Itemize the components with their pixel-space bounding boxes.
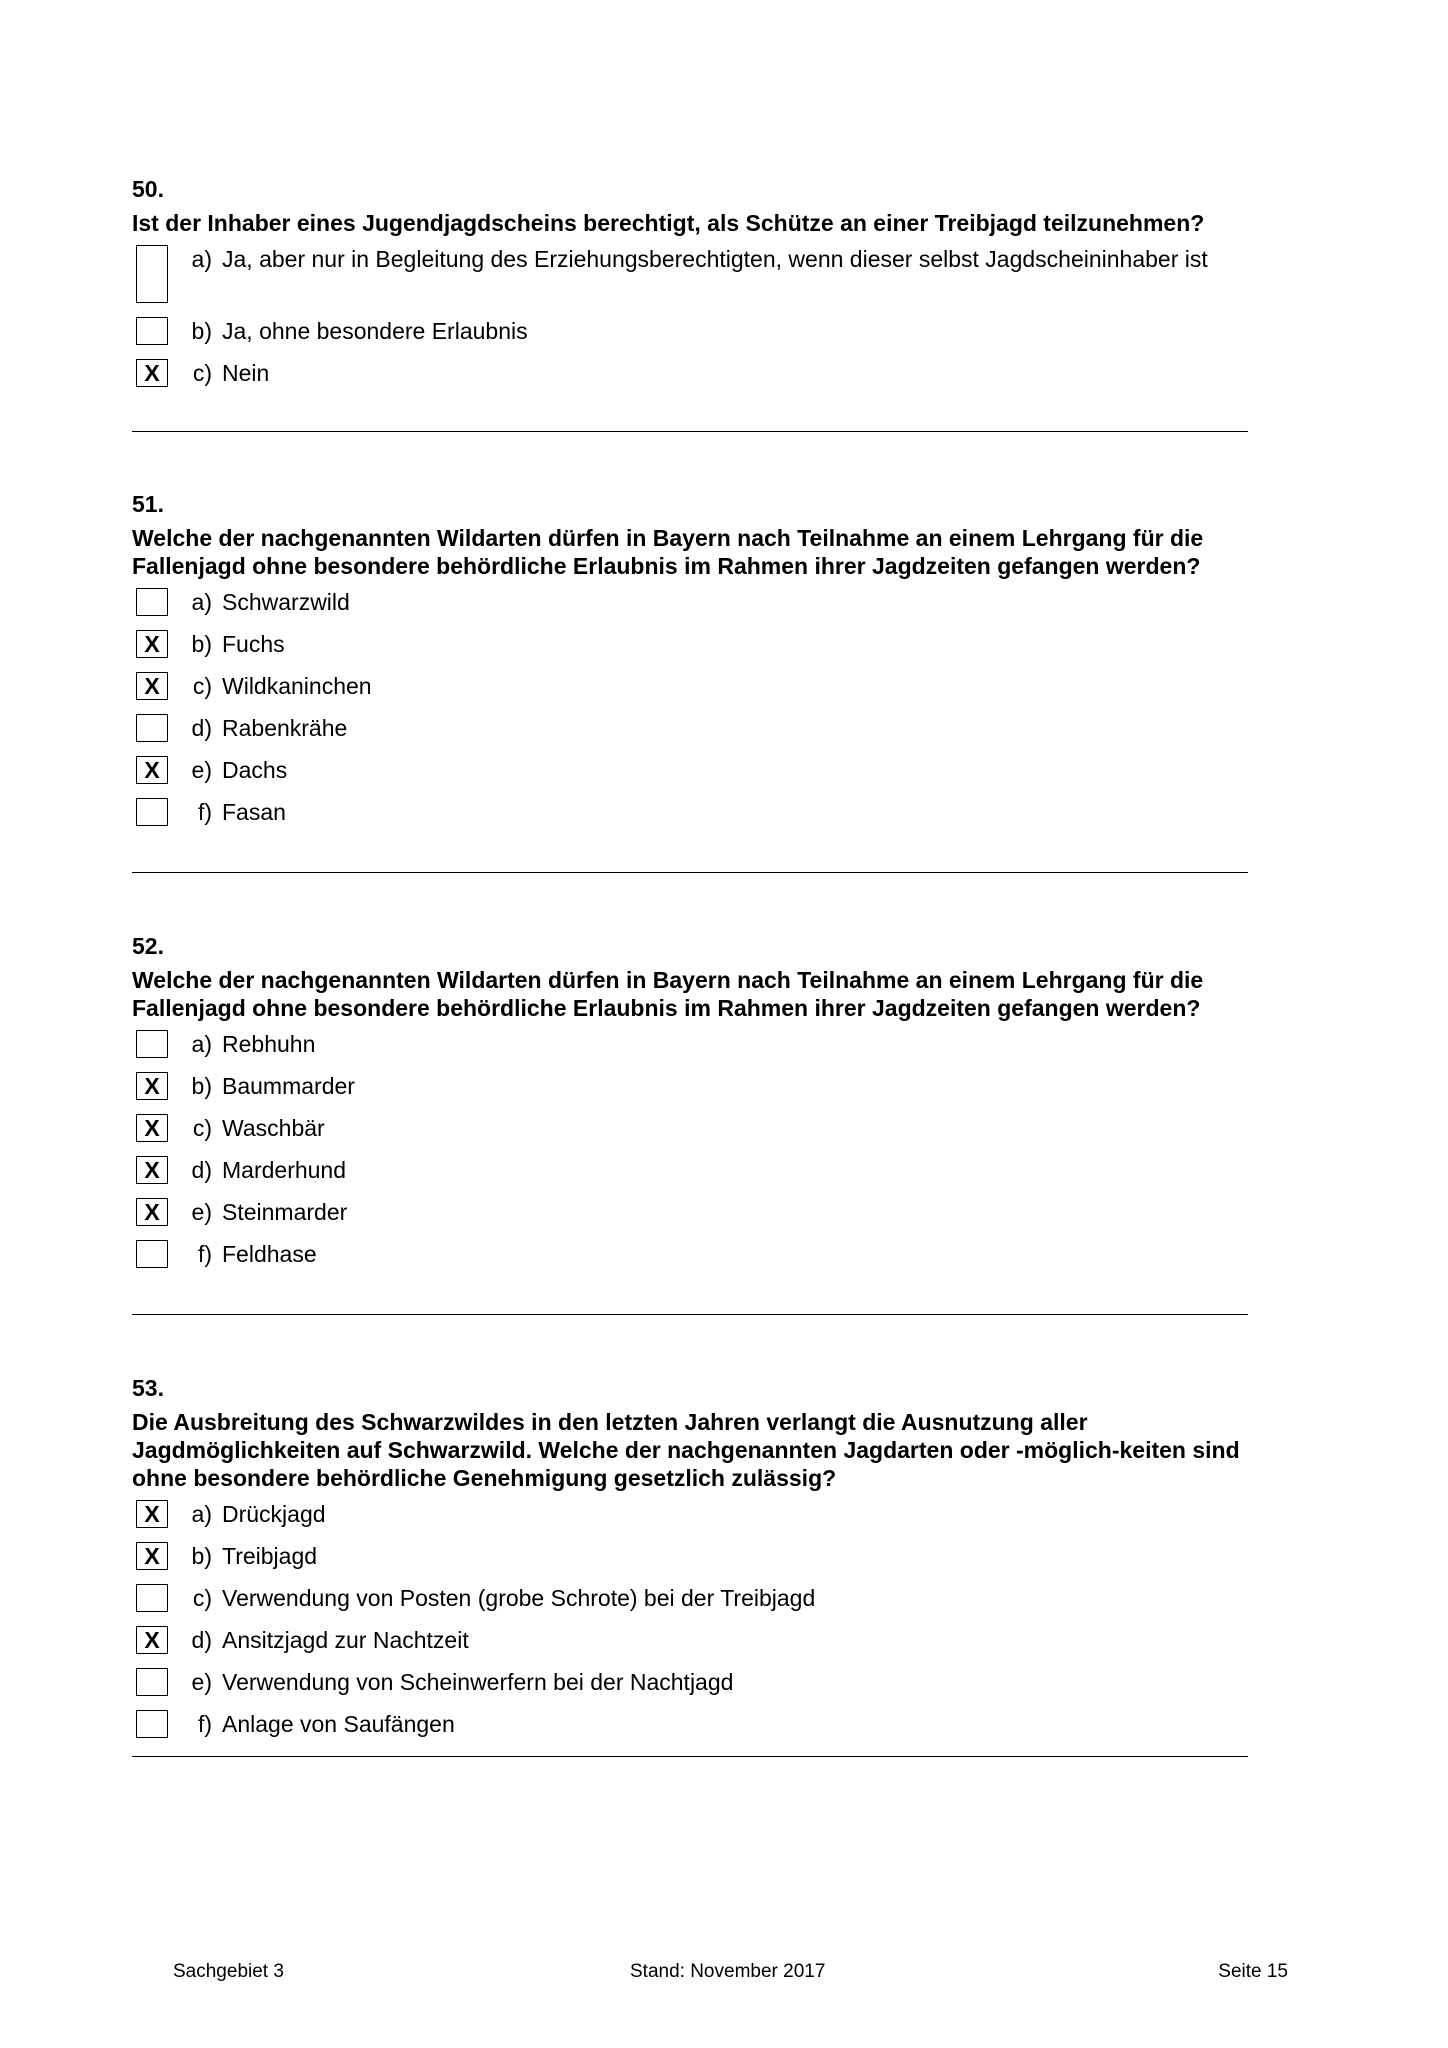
option-text: Ansitzjagd zur Nachtzeit [222,1627,469,1653]
option-b [132,317,1248,351]
option-c [132,1114,1248,1148]
question-text: Welche der nachgenannten Wildarten dürfen in Bayern nach Teilnahme an einem Lehrgang für die Fallenjagd ohne besondere behördliche Erlaubnis im Rahmen ihrer Jagdzeiten gefangen werden? [132,525,1204,579]
option-letter: b) [191,631,212,657]
answer-checkbox[interactable]: X [136,1072,168,1100]
question-divider [132,1756,1248,1757]
option-text: Fuchs [222,631,285,657]
answer-checkbox[interactable]: X [136,1626,168,1654]
answer-checkbox[interactable]: X [136,1198,168,1226]
option-c [132,1584,1248,1618]
option-letter: c) [192,1115,212,1141]
option-text: Rabenkrähe [222,715,348,741]
option-letter: c) [192,360,212,386]
option-text: Ja, ohne besondere Erlaubnis [222,318,528,344]
option-letter: f) [197,1241,212,1267]
option-f [132,1240,1248,1274]
option-text: Verwendung von Scheinwerfern bei der Nachtjagd [222,1669,734,1695]
answer-checkbox[interactable]: X [136,359,168,387]
option-text: Waschbär [222,1115,325,1141]
option-b [132,1542,1248,1576]
answer-checkbox[interactable] [136,798,168,826]
option-letter: a) [191,589,212,615]
answer-checkbox[interactable] [136,1030,168,1058]
answer-checkbox[interactable] [136,714,168,742]
option-letter: b) [191,318,212,344]
answer-checkbox[interactable]: X [136,1156,168,1184]
question-51 [132,490,1248,840]
answer-checkbox[interactable] [136,245,168,303]
option-text: Anlage von Saufängen [222,1711,455,1737]
question-52 [132,932,1248,1282]
option-letter: d) [191,1627,212,1653]
answer-checkbox[interactable]: X [136,1542,168,1570]
option-e [132,1198,1248,1232]
option-letter: a) [191,246,212,272]
answer-checkbox[interactable]: X [136,756,168,784]
option-letter: c) [192,1585,212,1611]
answer-checkbox[interactable]: X [136,1500,168,1528]
question-text: Welche der nachgenannten Wildarten dürfen in Bayern nach Teilnahme an einem Lehrgang für die Fallenjagd ohne besondere behördliche Erlaubnis im Rahmen ihrer Jagdzeiten gefangen werden? [132,967,1204,1021]
footer-page-number: Seite 15 [1218,1961,1288,1982]
answer-checkbox[interactable]: X [136,1114,168,1142]
answer-checkbox[interactable]: X [136,672,168,700]
question-divider [132,1314,1248,1315]
option-list [132,1500,1248,1744]
footer-date: Stand: November 2017 [630,1961,826,1982]
option-letter: b) [191,1073,212,1099]
question-divider [132,872,1248,873]
option-text: Fasan [222,799,286,825]
question-number: 53. [132,1375,164,1401]
question-text: Ist der Inhaber eines Jugendjagdscheins berechtigt, als Schütze an einer Treibjagd teilzunehmen? [132,210,1205,236]
option-letter: e) [191,1669,212,1695]
question-divider [132,431,1248,432]
question-53 [132,1374,1248,1752]
question-text: Die Ausbreitung des Schwarzwildes in den letzten Jahren verlangt die Ausnutzung aller Jagdmöglichkeiten auf Schwarzwild. Welche der nachgenannten Jagdarten oder -möglich-keiten sind ohne besondere behördliche Genehmigung gesetzlich zulässig? [132,1409,1240,1491]
option-text: Marderhund [222,1157,347,1183]
answer-checkbox[interactable] [136,1668,168,1696]
option-list [132,245,1248,393]
question-50 [132,175,1248,401]
option-a [132,245,1248,309]
option-letter: f) [197,1711,212,1737]
option-a [132,1500,1248,1534]
option-text: Drückjagd [222,1501,326,1527]
option-text: Schwarzwild [222,589,350,615]
option-letter: e) [191,1199,212,1225]
option-letter: d) [191,1157,212,1183]
option-list [132,588,1248,832]
option-letter: a) [191,1031,212,1057]
option-b [132,1072,1248,1106]
footer-subject-area: Sachgebiet 3 [173,1961,284,1982]
option-d [132,714,1248,748]
answer-checkbox[interactable]: X [136,630,168,658]
answer-checkbox[interactable] [136,1240,168,1268]
option-c [132,672,1248,706]
option-a [132,588,1248,622]
question-number: 50. [132,176,164,202]
option-text: Treibjagd [222,1543,318,1569]
option-f [132,798,1248,832]
option-letter: c) [192,673,212,699]
option-list [132,1030,1248,1274]
option-text: Verwendung von Posten (grobe Schrote) bei der Treibjagd [222,1585,816,1611]
question-number: 52. [132,933,164,959]
option-f [132,1710,1248,1744]
option-text: Ja, aber nur in Begleitung des Erziehungsberechtigten, wenn dieser selbst Jagdscheininhaber ist [222,246,1208,272]
option-e [132,756,1248,790]
answer-checkbox[interactable] [136,1584,168,1612]
option-d [132,1626,1248,1660]
answer-checkbox[interactable] [136,317,168,345]
option-text: Feldhase [222,1241,317,1267]
question-number: 51. [132,491,164,517]
option-d [132,1156,1248,1190]
answer-checkbox[interactable] [136,1710,168,1738]
option-text: Wildkaninchen [222,673,372,699]
option-letter: b) [191,1543,212,1569]
option-letter: a) [191,1501,212,1527]
option-c [132,359,1248,393]
option-text: Dachs [222,757,288,783]
option-text: Rebhuhn [222,1031,316,1057]
option-letter: e) [191,757,212,783]
option-text: Nein [222,360,270,386]
answer-checkbox[interactable] [136,588,168,616]
option-e [132,1668,1248,1702]
option-text: Baummarder [222,1073,355,1099]
option-a [132,1030,1248,1064]
option-letter: f) [197,799,212,825]
option-b [132,630,1248,664]
option-letter: d) [191,715,212,741]
option-text: Steinmarder [222,1199,348,1225]
